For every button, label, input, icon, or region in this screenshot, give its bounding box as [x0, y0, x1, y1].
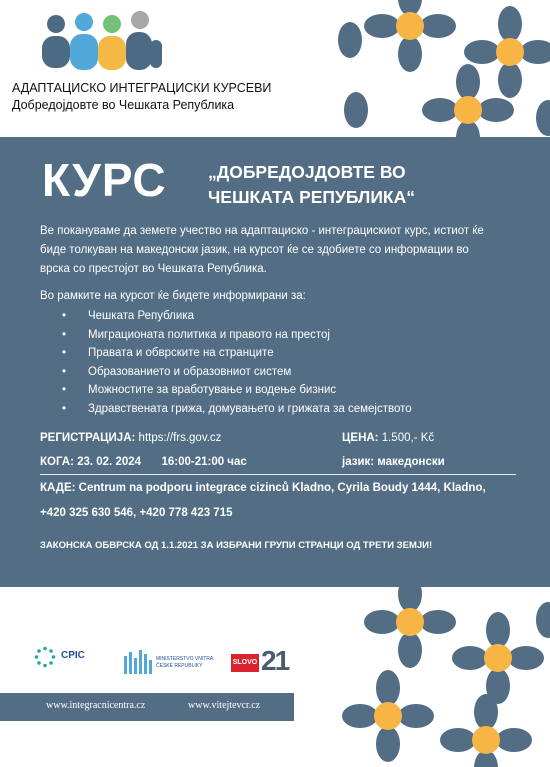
- registration-row: [40, 432, 221, 444]
- registration-link[interactable]: https://frs.gov.cz: [138, 432, 222, 444]
- ministry-logo: [124, 650, 224, 674]
- course-title: [208, 160, 415, 210]
- location-text: КАДЕ: Centrum na podporu integrace cizinců Kladno, Cyrila Boudy 1444, Kladno,: [40, 482, 486, 494]
- ministry-line2: ČESKÉ REPUBLIKY: [156, 663, 203, 669]
- ministry-line1: MINISTERSTVO VNITRA: [156, 656, 214, 662]
- list-item: • Миграционата политика и правото на престој: [62, 326, 412, 345]
- ministry-icon: [124, 650, 152, 674]
- legal-notice: ЗАКОНСКА ОБВРСКА ОД 1.1.2021 ЗА ИЗБРАНИ ГРУПИ СТРАНЦИ ОД ТРЕТИ ЗЕМЈИ!: [40, 540, 433, 551]
- intro-text: [40, 222, 520, 279]
- intro-line1: Ве покануваме да земете учество на адаптациско - интеграцискиот курс, истиот ќе: [40, 225, 484, 237]
- ministry-text: [156, 656, 213, 670]
- list-item: • Образованието и образовниот систем: [62, 363, 412, 382]
- intro-line3: врска со престојот во Чешката Република.: [40, 263, 267, 275]
- time-value: 16:00-21:00 час: [161, 456, 247, 468]
- price-label: ЦЕНА:: [342, 432, 379, 444]
- course-title-line2: ЧЕШКАТА РЕПУБЛИКА“: [208, 187, 415, 207]
- footer-link-integracnicentra[interactable]: www.integracnicentra.cz: [46, 700, 146, 711]
- header-line1: АДАПТАЦИСКО ИНТЕГРАЦИСКИ КУРСЕВИ: [12, 81, 272, 95]
- header-title: [12, 80, 271, 114]
- phone-numbers: +420 325 630 546, +420 778 423 715: [40, 507, 233, 519]
- flower-decoration-bottom: [342, 576, 550, 767]
- intro-line2: биде толкуван на македонски јазик, на курсот ќе се здобиете со информации во: [40, 244, 469, 256]
- header-line2: Добредојдовте во Чешката Република: [12, 98, 235, 112]
- slovo21-logo: [231, 645, 295, 676]
- divider: [40, 474, 516, 475]
- cpic-icon: [34, 646, 56, 668]
- list-item: • Можностите за вработување и водење бизнис: [62, 381, 412, 400]
- course-title-line1: „ДОБРЕДОЈДОВТЕ ВО: [208, 162, 406, 182]
- slovo-number: 21: [261, 645, 289, 676]
- topics-list: [62, 307, 412, 419]
- cpic-text: CPIC: [61, 650, 85, 661]
- slovo-text: SLOVO: [231, 654, 259, 672]
- language-value: јазик: македонски: [342, 456, 445, 468]
- list-item: • Правата и обврските на странците: [62, 344, 412, 363]
- price-value: 1.500,- Kč: [381, 432, 435, 444]
- date-value: КОГА: 23. 02. 2024: [40, 456, 142, 468]
- price-row: [342, 432, 434, 444]
- flower-decoration-top: [338, 0, 550, 156]
- people-logo-icon: [42, 11, 162, 70]
- footer-link-vitejtevcr[interactable]: www.vitejtevcr.cz: [188, 700, 261, 711]
- date-row: [40, 456, 247, 468]
- cpic-logo: [34, 646, 104, 672]
- list-item: • Чешката Република: [62, 307, 412, 326]
- topics-intro: Во рамките на курсот ќе бидете информирани за:: [40, 290, 306, 302]
- registration-label: РЕГИСТРАЦИЈА:: [40, 432, 136, 444]
- list-item: • Здравствената грижа, домувањето и грижата за семејството: [62, 400, 412, 419]
- course-label: КУРС: [42, 154, 167, 206]
